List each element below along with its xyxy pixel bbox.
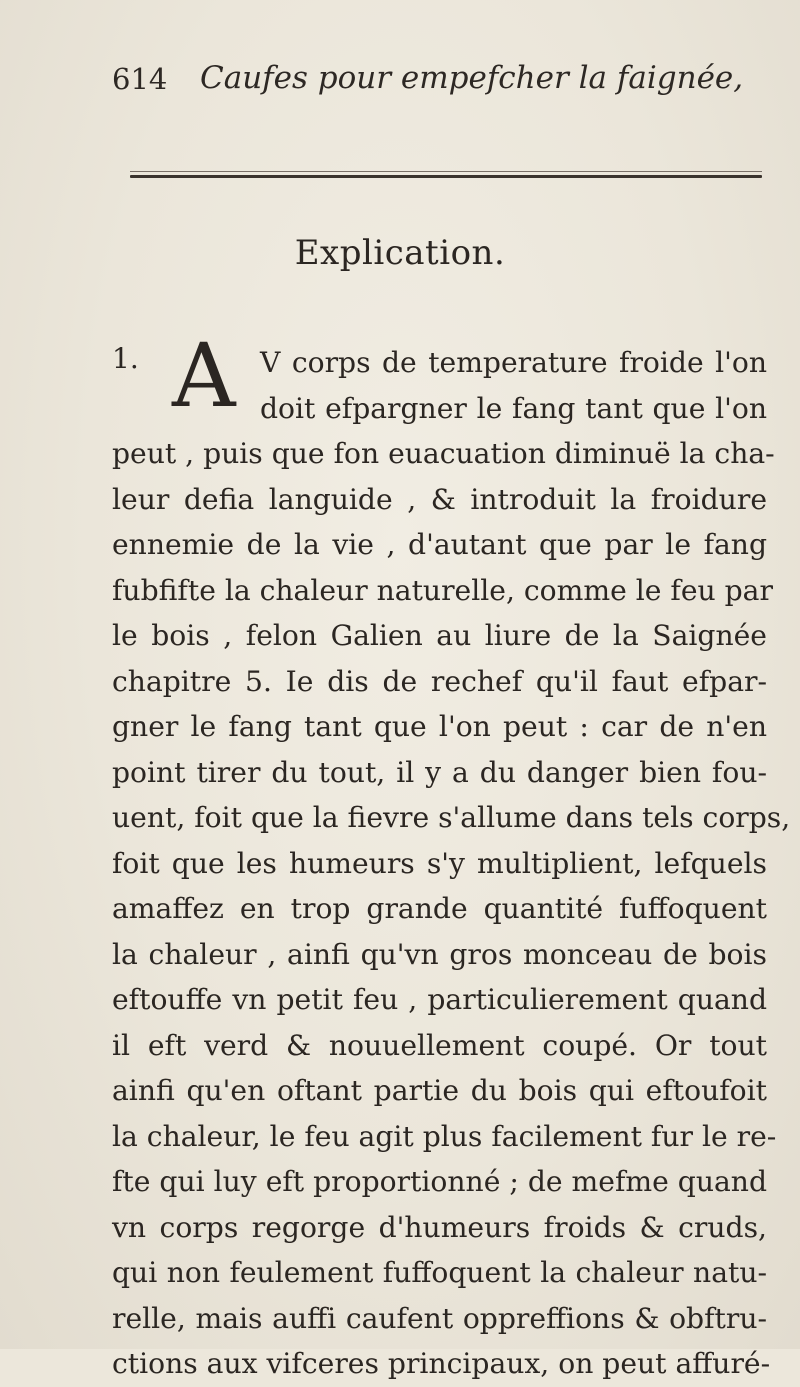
text-line: peut , puis que fon euacuation diminuë la cha- [112,437,775,470]
text-line: la chaleur, le feu agit plus facilement fur le re- [112,1119,777,1153]
text-line: ainfi qu'en oftant partie du bois qui eftoufoit [112,1074,767,1107]
text-line: point tirer du tout, il y a du danger bien fou- [112,755,767,789]
text-line: eftouffe vn petit feu , particulierement quand [112,983,767,1016]
text-line: amaffez en trop grande quantité fuffoquent [112,892,767,925]
text-line: chapitre 5. Ie dis de rechef qu'il faut efpar- [112,664,767,698]
text-line: doit efpargner le fang tant que l'on [260,391,767,425]
text-line: leur defia languide , & introduit la froidure [112,482,767,516]
header-rule-thin [130,171,762,172]
page-number: 614 [112,62,168,96]
paragraph-body [112,340,791,1387]
text-line: la chaleur , ainfi qu'vn gros monceau de bois [112,937,767,971]
drop-cap: A [172,324,236,427]
page-header [112,52,752,112]
text-line: fubfifte la chaleur naturelle, comme le feu par [112,573,773,607]
text-line: V corps de temperature froide l'on [260,346,767,379]
header-rule [130,175,762,178]
text-line: foit que les humeurs s'y multiplient, lefquels [112,846,767,880]
text-line: ennemie de la vie , d'autant que par le fang [112,528,767,561]
text-line: gner le fang tant que l'on peut : car de n'en [112,710,767,743]
text-line: uent, foit que la fievre s'allume dans tels corps, [112,801,791,834]
text-line: fte qui luy eft proportionné ; de mefme quand [112,1165,767,1198]
text-line: il eft verd & nouuellement coupé. Or tout [112,1028,767,1062]
text-line: relle, mais auffi caufent oppreffions & obftru- [112,1301,767,1335]
text-line: qui non feulement fuffoquent la chaleur natu- [112,1256,767,1289]
running-title: Caufes pour empefcher la faignée, [200,60,744,96]
text-line: le bois , felon Galien au liure de la Saignée [112,619,767,652]
text-line: ctions aux vifceres principaux, on peut affuré- [112,1347,771,1380]
text-line: vn corps regorge d'humeurs froids & cruds, [112,1210,767,1244]
paragraph-number: 1. [112,342,139,375]
section-heading: Explication. [294,233,506,273]
